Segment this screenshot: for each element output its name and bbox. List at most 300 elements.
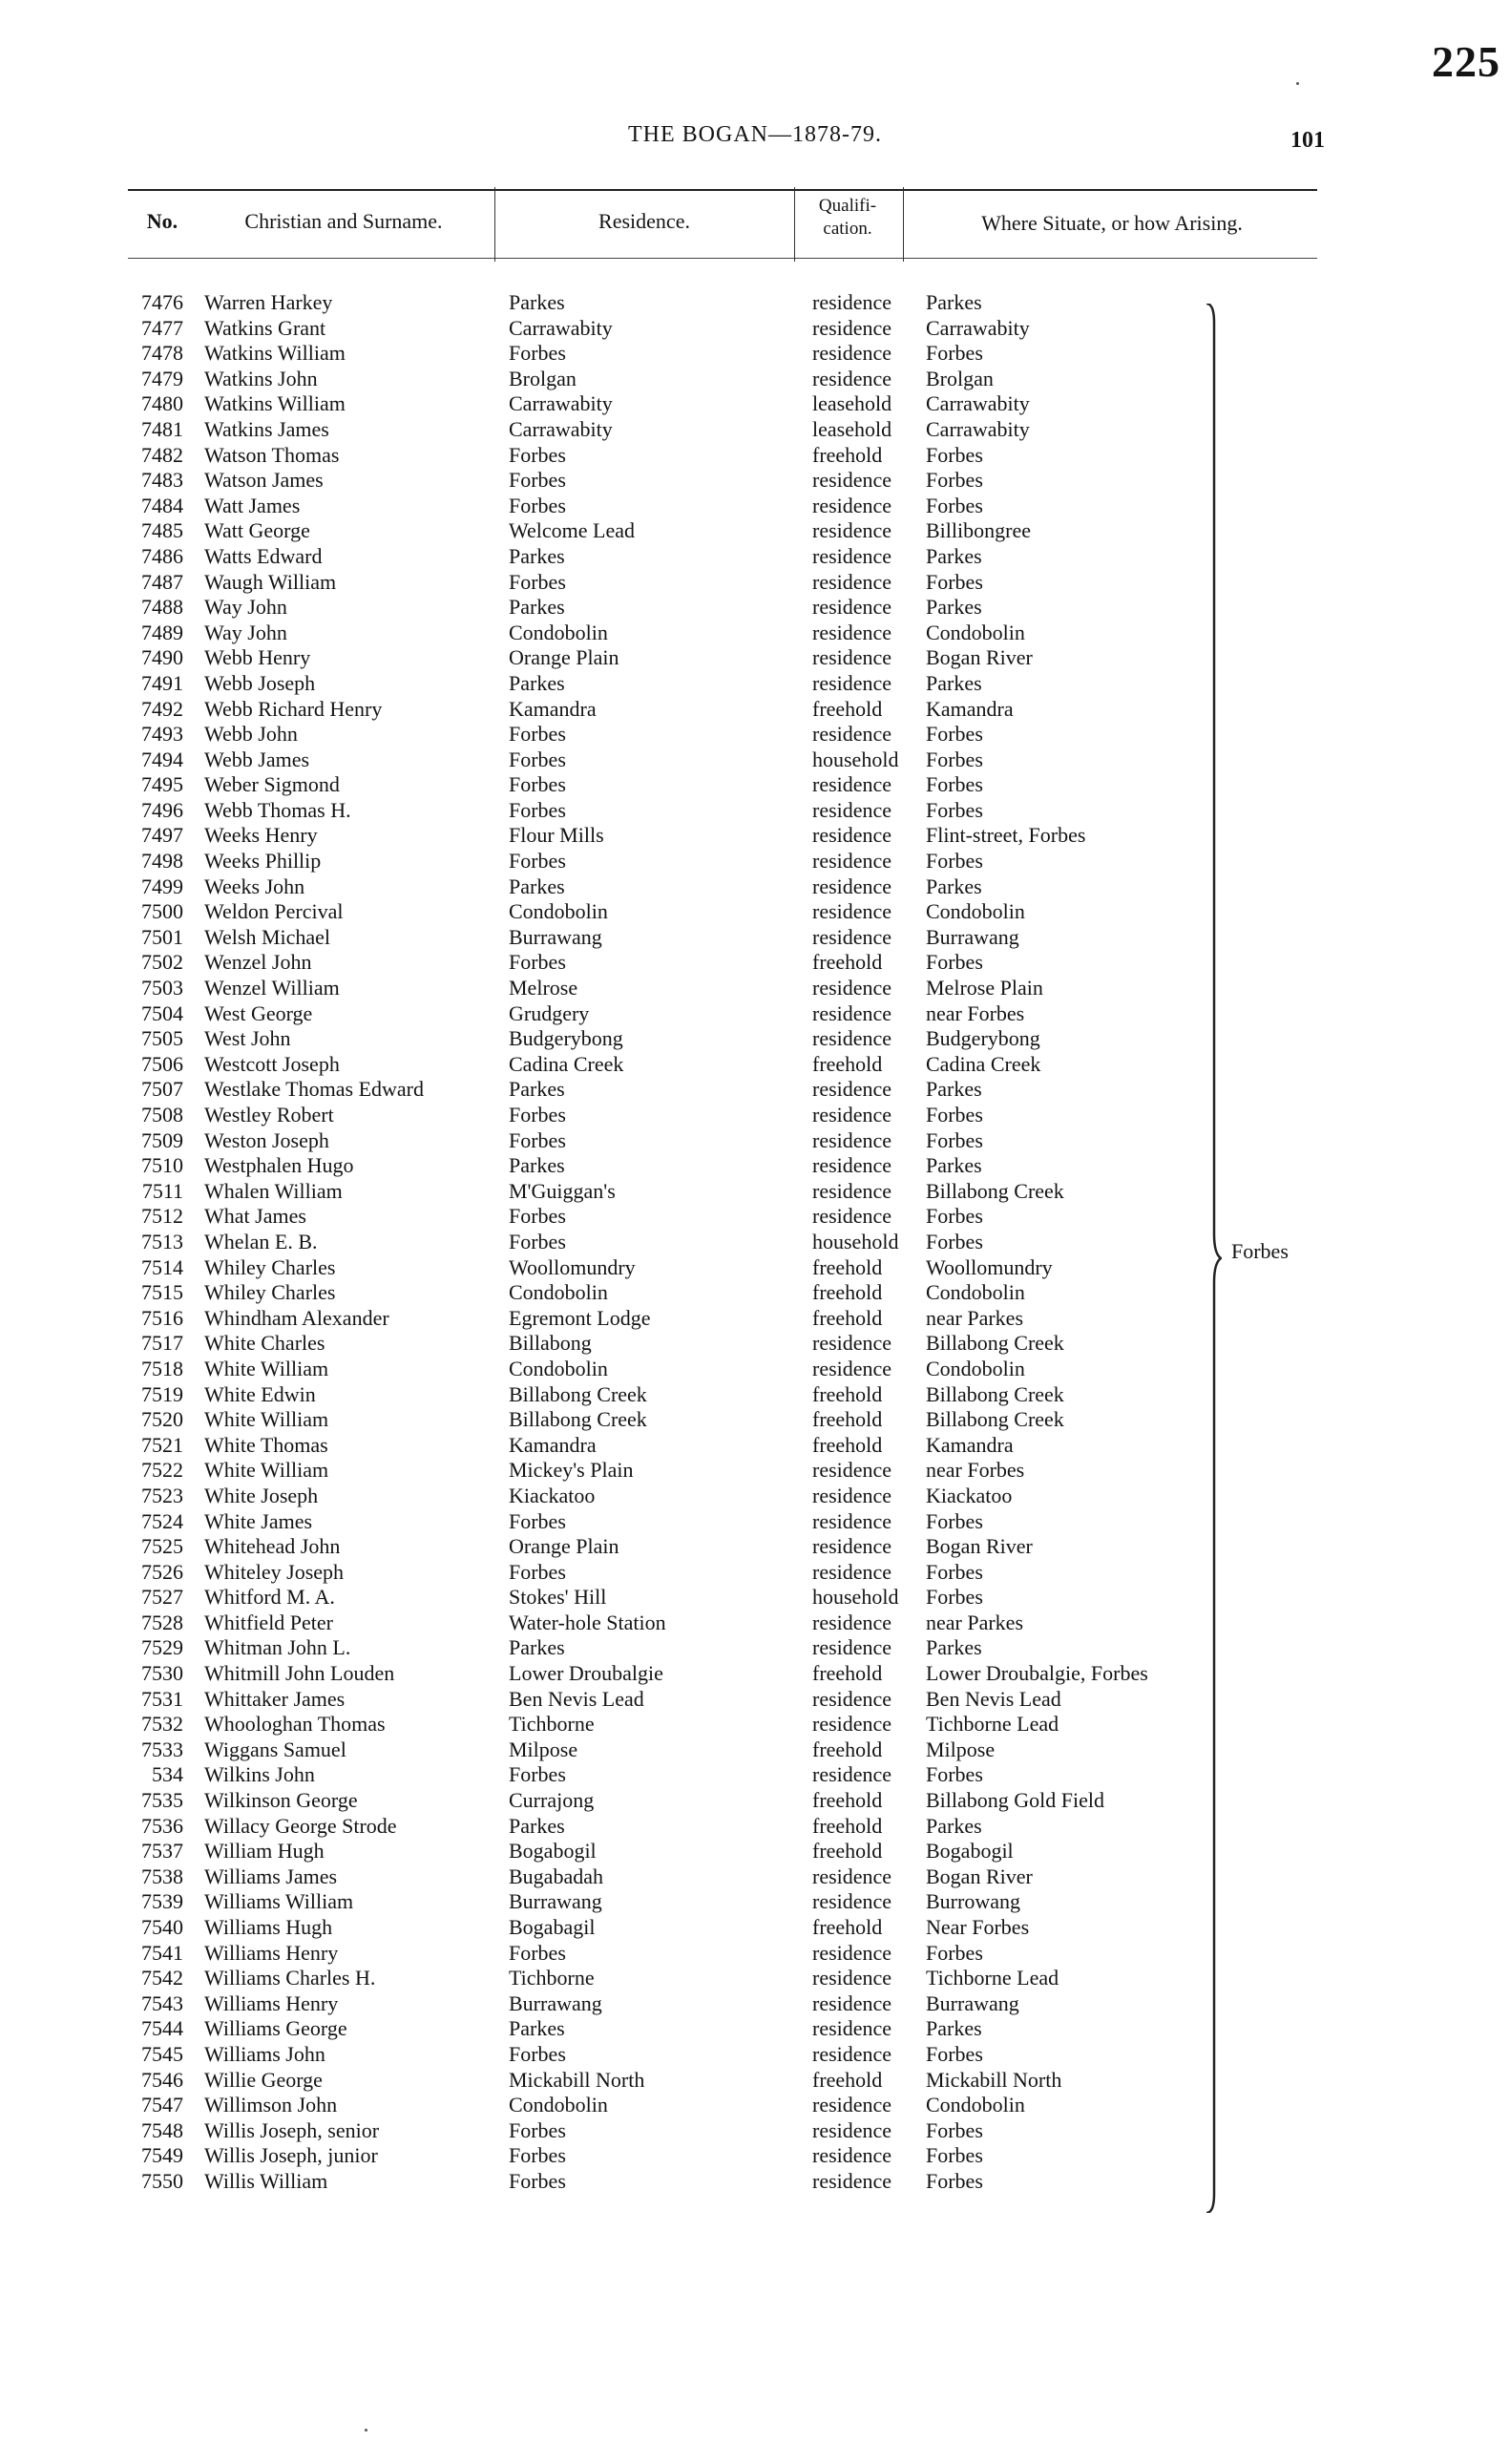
entry-number: 7523 xyxy=(141,1483,183,1507)
entry-where-situate: Kamandra xyxy=(926,1432,1014,1457)
entry-residence: Ben Nevis Lead xyxy=(509,1686,644,1711)
table-row xyxy=(0,849,1510,874)
entry-name: Welsh Michael xyxy=(204,924,331,949)
entry-where-situate: Parkes xyxy=(926,1077,982,1102)
entry-residence: Billabong Creek xyxy=(509,1381,647,1406)
entry-name: Whiteley Joseph xyxy=(204,1559,345,1584)
entry-residence: Condobolin xyxy=(509,899,608,924)
entry-name: Westley Robert xyxy=(204,1103,334,1127)
entry-qualification: residence xyxy=(812,823,892,848)
table-row xyxy=(0,1687,1510,1713)
entry-qualification: residence xyxy=(812,1356,892,1380)
entry-residence: Condobolin xyxy=(509,620,608,644)
entry-name: Watkins John xyxy=(204,366,318,390)
table-row xyxy=(0,2093,1510,2118)
entry-qualification: residence xyxy=(812,924,892,949)
entry-name: Willis William xyxy=(204,2168,328,2193)
entry-name: Webb John xyxy=(204,722,298,747)
entry-number: 7545 xyxy=(141,2041,183,2066)
entry-name: Webb Joseph xyxy=(204,670,316,695)
entry-where-situate: Lower Droubalgie, Forbes xyxy=(926,1661,1148,1686)
table-row xyxy=(0,1103,1510,1128)
table-row xyxy=(0,290,1510,316)
entry-name: Weldon Percival xyxy=(204,899,344,924)
entry-name: What James xyxy=(204,1204,306,1229)
entry-where-situate: Forbes xyxy=(926,468,983,493)
entry-name: White William xyxy=(204,1458,329,1483)
entry-name: Watkins William xyxy=(204,341,346,366)
entry-residence: Stokes' Hill xyxy=(509,1585,607,1610)
entry-name: Williams Charles H. xyxy=(204,1966,376,1990)
entry-number: 7525 xyxy=(141,1534,183,1559)
entry-name: Westlake Thomas Edward xyxy=(204,1077,424,1102)
entry-where-situate: Forbes xyxy=(926,1229,983,1253)
entry-qualification: household xyxy=(812,747,899,771)
entry-name: West John xyxy=(204,1026,291,1051)
entry-number: 7536 xyxy=(141,1813,183,1838)
table-row xyxy=(0,417,1510,443)
entry-number: 7532 xyxy=(141,1712,183,1737)
entry-name: Way John xyxy=(204,620,287,644)
entry-number: 7479 xyxy=(141,366,183,390)
entry-number: 7544 xyxy=(141,2016,183,2041)
entry-where-situate: Parkes xyxy=(926,1153,982,1178)
table-row xyxy=(0,1712,1510,1737)
table-row xyxy=(0,1635,1510,1661)
entry-qualification: residence xyxy=(812,1889,892,1914)
entry-where-situate: Burrawang xyxy=(926,924,1019,949)
table-row xyxy=(0,950,1510,976)
entry-name: Whoologhan Thomas xyxy=(204,1712,386,1737)
entry-qualification: freehold xyxy=(812,1280,883,1305)
entry-residence: Parkes xyxy=(509,670,565,695)
entry-residence: Carrawabity xyxy=(509,391,613,416)
table-row xyxy=(0,2016,1510,2042)
table-row xyxy=(0,1941,1510,1967)
table-row xyxy=(0,2068,1510,2094)
entry-where-situate: Carrawabity xyxy=(926,391,1030,416)
entry-qualification: freehold xyxy=(812,696,883,721)
entry-residence: Parkes xyxy=(509,1813,565,1838)
entry-number: 7490 xyxy=(141,645,183,670)
entry-qualification: freehold xyxy=(812,1661,883,1686)
table-row xyxy=(0,1737,1510,1763)
entry-number: 7527 xyxy=(141,1585,183,1610)
entry-qualification: residence xyxy=(812,1204,892,1229)
entry-name: White Edwin xyxy=(204,1381,316,1406)
entry-number: 7521 xyxy=(141,1432,183,1457)
entry-residence: Forbes xyxy=(509,1229,566,1253)
entry-qualification: residence xyxy=(812,722,892,747)
entry-qualification: residence xyxy=(812,543,892,568)
entry-number: 7509 xyxy=(141,1127,183,1152)
entry-number: 7507 xyxy=(141,1077,183,1102)
entry-name: Williams Henry xyxy=(204,1940,339,1965)
column-header-no: No. xyxy=(146,209,178,233)
entry-number: 7498 xyxy=(141,849,183,874)
entry-name: Whitehead John xyxy=(204,1534,341,1559)
entry-name: Willis Joseph, junior xyxy=(204,2143,378,2168)
entry-where-situate: Forbes xyxy=(926,1127,983,1152)
entry-where-situate: Forbes xyxy=(926,772,983,797)
entry-qualification: residence xyxy=(812,1635,892,1660)
entry-name: Wenzel William xyxy=(204,976,340,1000)
entry-where-situate: Condobolin xyxy=(926,899,1025,924)
column-header-qualification xyxy=(794,195,901,241)
table-row xyxy=(0,494,1510,519)
entry-residence: Parkes xyxy=(509,2016,565,2041)
entry-residence: Lower Droubalgie xyxy=(509,1661,663,1686)
entry-where-situate: Forbes xyxy=(926,1204,983,1229)
table-row xyxy=(0,518,1510,544)
table-row xyxy=(0,798,1510,824)
entry-name: Williams Henry xyxy=(204,1990,339,2015)
table-row xyxy=(0,341,1510,367)
entry-qualification: residence xyxy=(812,468,892,493)
entry-name: Watson Thomas xyxy=(204,442,340,467)
entry-number: 7535 xyxy=(141,1788,183,1813)
entry-qualification: freehold xyxy=(812,2067,883,2092)
entry-name: White William xyxy=(204,1407,329,1432)
entry-qualification: leasehold xyxy=(812,416,892,441)
entry-qualification: residence xyxy=(812,1966,892,1990)
entry-qualification: residence xyxy=(812,874,892,898)
entry-where-situate: Forbes xyxy=(926,797,983,822)
entry-qualification: leasehold xyxy=(812,391,892,416)
entry-number: 7519 xyxy=(141,1381,183,1406)
entry-residence: Forbes xyxy=(509,2168,566,2193)
entry-where-situate: Billabong Creek xyxy=(926,1407,1064,1432)
entry-number: 7493 xyxy=(141,722,183,747)
entry-name: Wiggans Samuel xyxy=(204,1737,346,1761)
entry-qualification: residence xyxy=(812,1026,892,1051)
entry-where-situate: Forbes xyxy=(926,569,983,594)
table-row xyxy=(0,1839,1510,1864)
entry-number: 7499 xyxy=(141,874,183,898)
entry-residence: Water-hole Station xyxy=(509,1610,666,1634)
entry-qualification: freehold xyxy=(812,1254,883,1279)
entry-name: Wenzel John xyxy=(204,950,312,975)
entry-where-situate: Forbes xyxy=(926,849,983,874)
entry-where-situate: Ben Nevis Lead xyxy=(926,1686,1061,1711)
table-row xyxy=(0,1331,1510,1357)
entry-residence: Parkes xyxy=(509,543,565,568)
entry-number: 7524 xyxy=(141,1508,183,1533)
table-row xyxy=(0,1585,1510,1611)
table-row xyxy=(0,748,1510,773)
entry-residence: Condobolin xyxy=(509,2093,608,2117)
entry-qualification: freehold xyxy=(812,1915,883,1939)
entry-where-situate: Billibongree xyxy=(926,518,1031,543)
entry-qualification: residence xyxy=(812,2117,892,2142)
entry-name: Webb James xyxy=(204,747,310,771)
entry-where-situate: Woollomundry xyxy=(926,1254,1053,1279)
entry-name: White William xyxy=(204,1356,329,1380)
table-row xyxy=(0,1611,1510,1636)
entry-where-situate: Billabong Creek xyxy=(926,1381,1064,1406)
entry-residence: Carrawabity xyxy=(509,315,613,340)
entry-qualification: residence xyxy=(812,1762,892,1787)
entry-name: Whitford M. A. xyxy=(204,1585,335,1610)
entry-where-situate: Tichborne Lead xyxy=(926,1966,1059,1990)
entry-qualification: residence xyxy=(812,2143,892,2168)
entry-qualification: freehold xyxy=(812,1407,883,1432)
entry-qualification: household xyxy=(812,1229,899,1253)
entry-qualification: residence xyxy=(812,772,892,797)
entry-name: Whitfield Peter xyxy=(204,1610,334,1634)
entry-residence: Tichborne xyxy=(509,1712,595,1737)
entry-number: 7478 xyxy=(141,341,183,366)
entry-name: Way John xyxy=(204,595,287,620)
entry-name: Whiley Charles xyxy=(204,1254,336,1279)
table-row xyxy=(0,1991,1510,2017)
entry-qualification: residence xyxy=(812,1103,892,1127)
entry-residence: Forbes xyxy=(509,468,566,493)
entry-qualification: residence xyxy=(812,645,892,670)
entry-qualification: residence xyxy=(812,1686,892,1711)
entry-qualification: residence xyxy=(812,1331,892,1356)
entry-name: Watts Edward xyxy=(204,543,323,568)
entry-qualification: household xyxy=(812,1585,899,1610)
entry-residence: Forbes xyxy=(509,2041,566,2066)
entry-number: 7540 xyxy=(141,1915,183,1939)
table-row xyxy=(0,1889,1510,1915)
table-row xyxy=(0,1306,1510,1332)
entry-qualification: residence xyxy=(812,290,892,314)
column-header-name: Christian and Surname. xyxy=(244,209,443,233)
entry-where-situate: Bogan River xyxy=(926,1864,1033,1888)
entry-number: 7485 xyxy=(141,518,183,543)
entry-number: 7538 xyxy=(141,1864,183,1888)
entry-number: 7503 xyxy=(141,976,183,1000)
district-brace xyxy=(1205,304,1222,2213)
entry-name: Watt James xyxy=(204,493,301,517)
entry-residence: Tichborne xyxy=(509,1966,595,1990)
entry-qualification: residence xyxy=(812,1559,892,1584)
entry-residence: Parkes xyxy=(509,290,565,314)
entry-number: 534 xyxy=(152,1762,183,1787)
entry-qualification: freehold xyxy=(812,1788,883,1813)
entry-where-situate: Forbes xyxy=(926,2168,983,2193)
table-row xyxy=(0,2143,1510,2169)
entry-number: 7547 xyxy=(141,2093,183,2117)
entry-qualification: residence xyxy=(812,595,892,620)
entry-where-situate: Carrawabity xyxy=(926,315,1030,340)
column-header-qualification-line-2: cation. xyxy=(823,219,872,239)
entry-number: 7476 xyxy=(141,290,183,314)
entry-name: Williams Hugh xyxy=(204,1915,333,1939)
entry-name: Weeks Henry xyxy=(204,823,318,848)
table-row xyxy=(0,570,1510,596)
entry-name: Wilkins John xyxy=(204,1762,315,1787)
entry-qualification: residence xyxy=(812,797,892,822)
entry-residence: Parkes xyxy=(509,1635,565,1660)
entry-where-situate: near Parkes xyxy=(926,1305,1024,1330)
entry-where-situate: Brolgan xyxy=(926,366,994,390)
entry-residence: Burrawang xyxy=(509,1990,602,2015)
table-row xyxy=(0,1661,1510,1687)
entry-residence: Budgerybong xyxy=(509,1026,623,1051)
entry-qualification: freehold xyxy=(812,1432,883,1457)
entry-qualification: residence xyxy=(812,1940,892,1965)
entry-number: 7517 xyxy=(141,1331,183,1356)
entry-qualification: residence xyxy=(812,366,892,390)
table-row xyxy=(0,1052,1510,1078)
entry-where-situate: Bogan River xyxy=(926,1534,1033,1559)
entry-residence: Condobolin xyxy=(509,1280,608,1305)
entry-number: 7495 xyxy=(141,772,183,797)
entry-residence: Forbes xyxy=(509,1762,566,1787)
header-rule-top xyxy=(128,189,1317,191)
entry-number: 7518 xyxy=(141,1356,183,1380)
entry-number: 7526 xyxy=(141,1559,183,1584)
entry-number: 7522 xyxy=(141,1458,183,1483)
entry-residence: Cadina Creek xyxy=(509,1051,624,1076)
entry-where-situate: Parkes xyxy=(926,670,982,695)
table-row xyxy=(0,1534,1510,1560)
entry-number: 7489 xyxy=(141,620,183,644)
entry-where-situate: Forbes xyxy=(926,2143,983,2168)
entry-number: 7549 xyxy=(141,2143,183,2168)
entry-number: 7488 xyxy=(141,595,183,620)
entry-residence: Kamandra xyxy=(509,1432,597,1457)
entry-residence: Mickey's Plain xyxy=(509,1458,634,1483)
entry-number: 7497 xyxy=(141,823,183,848)
entry-name: Waugh William xyxy=(204,569,337,594)
table-row xyxy=(0,1077,1510,1103)
entry-where-situate: Condobolin xyxy=(926,1356,1025,1380)
table-row xyxy=(0,1966,1510,1991)
entry-number: 7486 xyxy=(141,543,183,568)
entry-number: 7502 xyxy=(141,950,183,975)
entry-where-situate: Forbes xyxy=(926,1762,983,1787)
running-title: THE BOGAN—1878-79. xyxy=(628,122,882,147)
entry-name: William Hugh xyxy=(204,1839,325,1864)
entry-where-situate: Milpose xyxy=(926,1737,996,1761)
entry-where-situate: Parkes xyxy=(926,1635,982,1660)
entry-name: Willis Joseph, senior xyxy=(204,2117,380,2142)
entry-qualification: residence xyxy=(812,899,892,924)
entry-qualification: residence xyxy=(812,2016,892,2041)
entry-number: 7515 xyxy=(141,1280,183,1305)
entry-number: 7528 xyxy=(141,1610,183,1634)
entry-where-situate: Forbes xyxy=(926,1940,983,1965)
table-row xyxy=(0,1001,1510,1027)
entry-residence: Forbes xyxy=(509,747,566,771)
table-row xyxy=(0,1509,1510,1535)
table-row xyxy=(0,544,1510,570)
entry-where-situate: Forbes xyxy=(926,2041,983,2066)
entry-where-situate: Forbes xyxy=(926,950,983,975)
entry-name: Weston Joseph xyxy=(204,1127,329,1152)
entry-where-situate: Forbes xyxy=(926,341,983,366)
entry-name: Watkins James xyxy=(204,416,329,441)
entry-where-situate: Condobolin xyxy=(926,1280,1025,1305)
table-row xyxy=(0,1026,1510,1052)
entry-number: 7500 xyxy=(141,899,183,924)
entry-number: 7548 xyxy=(141,2117,183,2142)
entry-number: 7484 xyxy=(141,493,183,517)
entry-where-situate: Billabong Gold Field xyxy=(926,1788,1104,1813)
entry-number: 7501 xyxy=(141,924,183,949)
table-row xyxy=(0,645,1510,671)
entry-qualification: residence xyxy=(812,849,892,874)
entry-qualification: residence xyxy=(812,341,892,366)
entry-where-situate: Flint-street, Forbes xyxy=(926,823,1086,848)
entry-residence: Parkes xyxy=(509,1077,565,1102)
entry-qualification: freehold xyxy=(812,1381,883,1406)
entry-qualification: residence xyxy=(812,1483,892,1507)
entry-where-situate: Carrawabity xyxy=(926,416,1030,441)
entry-number: 7531 xyxy=(141,1686,183,1711)
entry-number: 7541 xyxy=(141,1940,183,1965)
entry-residence: Bogabogil xyxy=(509,1839,597,1864)
entry-where-situate: Bogan River xyxy=(926,645,1033,670)
entry-where-situate: Parkes xyxy=(926,1813,982,1838)
table-row xyxy=(0,391,1510,417)
entry-name: Westphalen Hugo xyxy=(204,1153,354,1178)
table-row xyxy=(0,1484,1510,1509)
entry-name: Whiley Charles xyxy=(204,1280,336,1305)
entry-where-situate: Melrose Plain xyxy=(926,976,1043,1000)
entry-number: 7480 xyxy=(141,391,183,416)
entry-where-situate: Forbes xyxy=(926,442,983,467)
table-row xyxy=(0,899,1510,925)
entry-number: 7512 xyxy=(141,1204,183,1229)
entry-number: 7483 xyxy=(141,468,183,493)
entry-name: Whitman John L. xyxy=(204,1635,351,1660)
entry-name: Willimson John xyxy=(204,2093,338,2117)
entry-where-situate: near Forbes xyxy=(926,1000,1025,1025)
district-label: Forbes xyxy=(1231,1239,1289,1263)
entry-residence: Kiackatoo xyxy=(509,1483,596,1507)
entry-where-situate: Forbes xyxy=(926,493,983,517)
table-row xyxy=(0,2118,1510,2144)
table-row xyxy=(0,772,1510,798)
table-row xyxy=(0,1762,1510,1788)
entry-where-situate: Burrawang xyxy=(926,1990,1019,2015)
entry-where-situate: Kiackatoo xyxy=(926,1483,1013,1507)
entry-number: 7481 xyxy=(141,416,183,441)
entry-name: Williams John xyxy=(204,2041,325,2066)
entry-residence: Parkes xyxy=(509,595,565,620)
entry-where-situate: Cadina Creek xyxy=(926,1051,1041,1076)
entry-qualification: residence xyxy=(812,1077,892,1102)
entry-residence: Forbes xyxy=(509,797,566,822)
entry-name: West George xyxy=(204,1000,313,1025)
entry-number: 7496 xyxy=(141,797,183,822)
entry-residence: Currajong xyxy=(509,1788,595,1813)
table-row xyxy=(0,1382,1510,1408)
entry-where-situate: near Parkes xyxy=(926,1610,1024,1634)
entry-number: 7511 xyxy=(141,1178,183,1203)
table-row xyxy=(0,1179,1510,1205)
entry-name: Weeks John xyxy=(204,874,305,898)
entry-residence: Grudgery xyxy=(509,1000,590,1025)
entry-name: Webb Thomas H. xyxy=(204,797,351,822)
entry-residence: Mickabill North xyxy=(509,2067,645,2092)
entry-where-situate: Forbes xyxy=(926,747,983,771)
entry-name: Williams James xyxy=(204,1864,338,1888)
entry-number: 7492 xyxy=(141,696,183,721)
entry-qualification: residence xyxy=(812,976,892,1000)
entry-where-situate: Parkes xyxy=(926,2016,982,2041)
entry-number: 7510 xyxy=(141,1153,183,1178)
column-separator xyxy=(494,187,495,262)
entry-where-situate: Forbes xyxy=(926,1508,983,1533)
table-row xyxy=(0,1814,1510,1840)
table-row xyxy=(0,671,1510,697)
